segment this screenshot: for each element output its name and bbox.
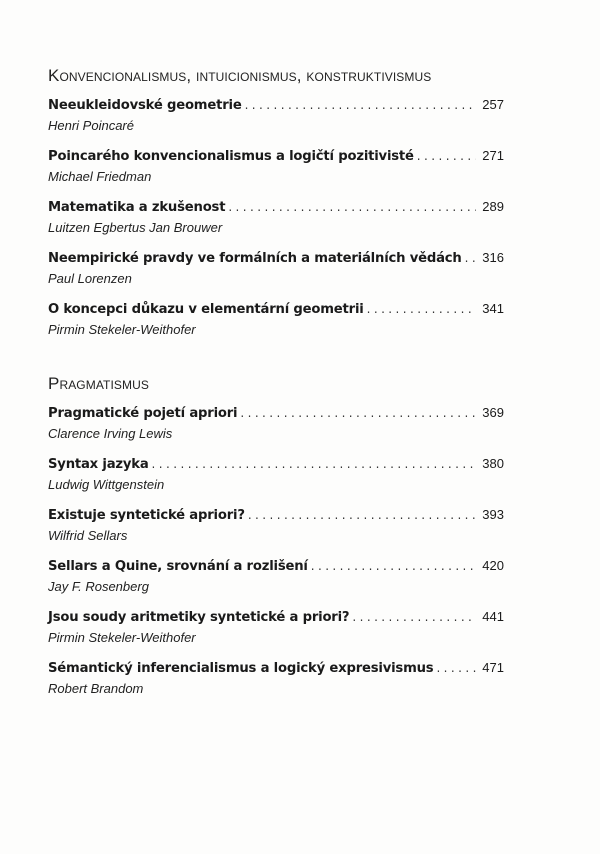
entry-title: Jsou soudy aritmetiky syntetické a priori? bbox=[48, 610, 350, 625]
toc-entry bbox=[48, 504, 504, 555]
dot-leader bbox=[240, 403, 476, 424]
entry-author: Ludwig Wittgenstein bbox=[48, 477, 165, 492]
page-number: 420 bbox=[482, 558, 504, 573]
entry-title: Neempirické pravdy ve formálních a materiálních vědách bbox=[48, 251, 462, 266]
entry-title: Syntax jazyka bbox=[48, 457, 149, 472]
entry-author: Robert Brandom bbox=[48, 681, 144, 696]
dot-leader bbox=[417, 146, 476, 167]
toc-title-row bbox=[48, 196, 504, 217]
entry-title: Matematika a zkušenost bbox=[48, 200, 226, 215]
toc-entry bbox=[48, 402, 504, 453]
entry-author: Jay F. Rosenberg bbox=[48, 579, 149, 594]
toc-title-row bbox=[48, 606, 504, 627]
dot-leader bbox=[248, 505, 476, 526]
toc-entry bbox=[48, 606, 504, 657]
dot-leader bbox=[245, 95, 476, 116]
entry-title: Neeukleidovské geometrie bbox=[48, 98, 242, 113]
entry-author: Michael Friedman bbox=[48, 169, 152, 184]
section-heading: Pragmatismus bbox=[48, 374, 149, 393]
dot-leader bbox=[436, 658, 476, 679]
entry-title: Poincarého konvencionalismus a logičtí pozitivisté bbox=[48, 149, 414, 164]
page-number: 289 bbox=[482, 199, 504, 214]
toc-section bbox=[48, 66, 504, 349]
entry-title: Pragmatické pojetí apriori bbox=[48, 406, 238, 421]
entry-author: Paul Lorenzen bbox=[48, 271, 132, 286]
page-number: 441 bbox=[482, 609, 504, 624]
toc-entry bbox=[48, 555, 504, 606]
toc-entry bbox=[48, 145, 504, 196]
dot-leader bbox=[465, 248, 476, 269]
entry-title: O koncepci důkazu v elementární geometrii bbox=[48, 302, 364, 317]
page-number: 471 bbox=[482, 660, 504, 675]
toc-title-row bbox=[48, 555, 504, 576]
toc-section bbox=[48, 374, 504, 708]
toc-entry bbox=[48, 657, 504, 708]
page-number: 393 bbox=[482, 507, 504, 522]
toc-title-row bbox=[48, 657, 504, 678]
toc-title-row bbox=[48, 298, 504, 319]
entry-author: Henri Poincaré bbox=[48, 118, 134, 133]
dot-leader bbox=[152, 454, 476, 475]
entry-author: Pirmin Stekeler-Weithofer bbox=[48, 630, 196, 645]
toc-entry bbox=[48, 247, 504, 298]
toc-title-row bbox=[48, 145, 504, 166]
toc-entry bbox=[48, 453, 504, 504]
dot-leader bbox=[352, 607, 476, 628]
entry-title: Sellars a Quine, srovnání a rozlišení bbox=[48, 559, 308, 574]
entry-title: Sémantický inferencialismus a logický expresivismus bbox=[48, 661, 434, 676]
toc-entry bbox=[48, 94, 504, 145]
page-number: 271 bbox=[482, 148, 504, 163]
toc-title-row bbox=[48, 453, 504, 474]
dot-leader bbox=[228, 197, 476, 218]
entry-author: Luitzen Egbertus Jan Brouwer bbox=[48, 220, 223, 235]
page-number: 341 bbox=[482, 301, 504, 316]
section-heading: Konvencionalismus, intuicionismus, konstruktivismus bbox=[48, 66, 432, 85]
entry-author: Pirmin Stekeler-Weithofer bbox=[48, 322, 196, 337]
toc-title-row bbox=[48, 504, 504, 525]
entry-title: Existuje syntetické apriori? bbox=[48, 508, 245, 523]
page-number: 257 bbox=[482, 97, 504, 112]
toc-title-row bbox=[48, 94, 504, 115]
entry-author: Clarence Irving Lewis bbox=[48, 426, 173, 441]
page-number: 316 bbox=[482, 250, 504, 265]
entry-author: Wilfrid Sellars bbox=[48, 528, 128, 543]
toc-title-row bbox=[48, 402, 504, 423]
toc-entry bbox=[48, 298, 504, 349]
dot-leader bbox=[311, 556, 476, 577]
toc-title-row bbox=[48, 247, 504, 268]
toc-entry bbox=[48, 196, 504, 247]
dot-leader bbox=[367, 299, 476, 320]
page-number: 380 bbox=[482, 456, 504, 471]
page-number: 369 bbox=[482, 405, 504, 420]
